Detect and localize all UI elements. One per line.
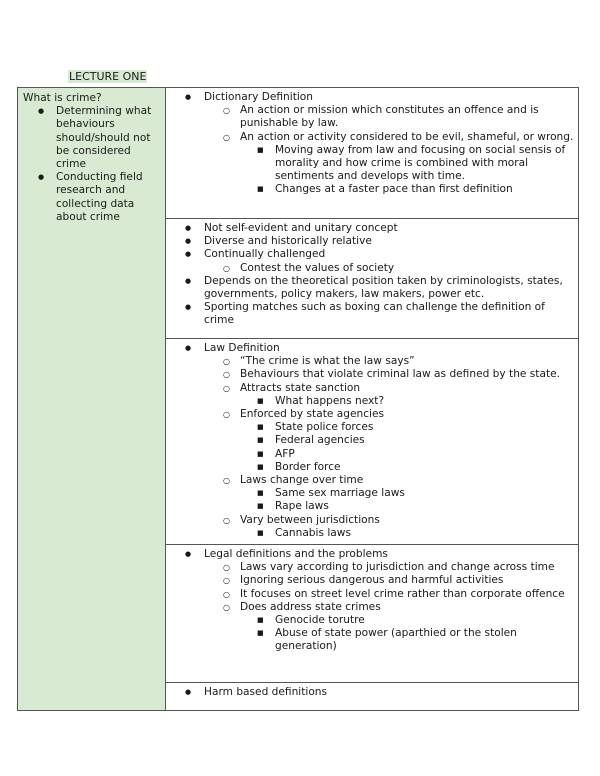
topic-cell (18, 88, 166, 710)
bullet-level-2: ○ “The crime is what the law says” (166, 355, 574, 368)
bullet-level-2: ○ Vary between jurisdictions (166, 514, 574, 527)
bullet-level-3: ■ Moving away from law and focusing on social sensis of morality and how crime is combined with moral sentiments and develops with time. (166, 144, 574, 184)
bullet-level-2: ○ Ignoring serious dangerous and harmful activities (166, 574, 574, 587)
bullet-level-3: ■ Rape laws (166, 500, 574, 513)
notes-cell (166, 339, 578, 545)
bullet-level-2: ○ An action or activity considered to be evil, shameful, or wrong. (166, 131, 574, 144)
bullet-level-1: ● Harm based definitions (166, 686, 574, 699)
lecture-title: LECTURE ONE (69, 70, 147, 83)
bullet-level-1: ● Continually challenged (166, 248, 574, 261)
notes-cell (166, 683, 578, 710)
bullet-level-3: ■ State police forces (166, 421, 574, 434)
bullet-level-3: ■ Cannabis laws (166, 527, 574, 540)
bullet-level-2: ○ An action or mission which constitutes an offence and is punishable by law. (166, 104, 574, 130)
bullet-level-1: ● Law Definition (166, 342, 574, 355)
bullet-level-2: ○ Laws change over time (166, 474, 574, 487)
notes-cell (166, 219, 578, 339)
bullet-level-1: ● Diverse and historically relative (166, 235, 574, 248)
bullet-level-1: ● Dictionary Definition (166, 91, 574, 104)
bullet-level-1: ● Not self-evident and unitary concept (166, 222, 574, 235)
bullet-level-2: ○ Does address state crimes (166, 601, 574, 614)
topic-heading: What is crime? (23, 92, 102, 104)
bullet-level-2: ○ Contest the values of society (166, 262, 574, 275)
bullet-level-2: ○ Attracts state sanction (166, 382, 574, 395)
bullet-level-2: ○ It focuses on street level crime rather than corporate offence (166, 588, 574, 601)
notes-column (166, 88, 578, 710)
topic-bullet: ● Conducting field research and collecting data about crime (23, 171, 160, 224)
bullet-level-1: ● Legal definitions and the problems (166, 548, 574, 561)
bullet-level-2: ○ Laws vary according to jurisdiction and change across time (166, 561, 574, 574)
bullet-level-3: ■ Border force (166, 461, 574, 474)
bullet-level-3: ■ Same sex marriage laws (166, 487, 574, 500)
bullet-level-3: ■ What happens next? (166, 395, 574, 408)
bullet-level-3: ■ Abuse of state power (aparthied or the stolen generation) (166, 627, 574, 653)
bullet-level-1: ● Depends on the theoretical position taken by criminologists, states, governments, policy makers, law makers, power etc. (166, 275, 574, 301)
bullet-level-2: ○ Behaviours that violate criminal law as defined by the state. (166, 368, 574, 381)
notes-cell (166, 88, 578, 219)
bullet-level-2: ○ Enforced by state agencies (166, 408, 574, 421)
notes-cell (166, 545, 578, 683)
bullet-level-3: ■ Federal agencies (166, 434, 574, 447)
bullet-level-3: ■ AFP (166, 448, 574, 461)
notes-table (17, 87, 579, 711)
bullet-level-1: ● Sporting matches such as boxing can challenge the definition of crime (166, 301, 574, 327)
bullet-level-3: ■ Genocide torutre (166, 614, 574, 627)
bullet-level-3: ■ Changes at a faster pace than first definition (166, 183, 574, 196)
topic-bullet: ● Determining what behaviours should/should not be considered crime (23, 105, 160, 171)
